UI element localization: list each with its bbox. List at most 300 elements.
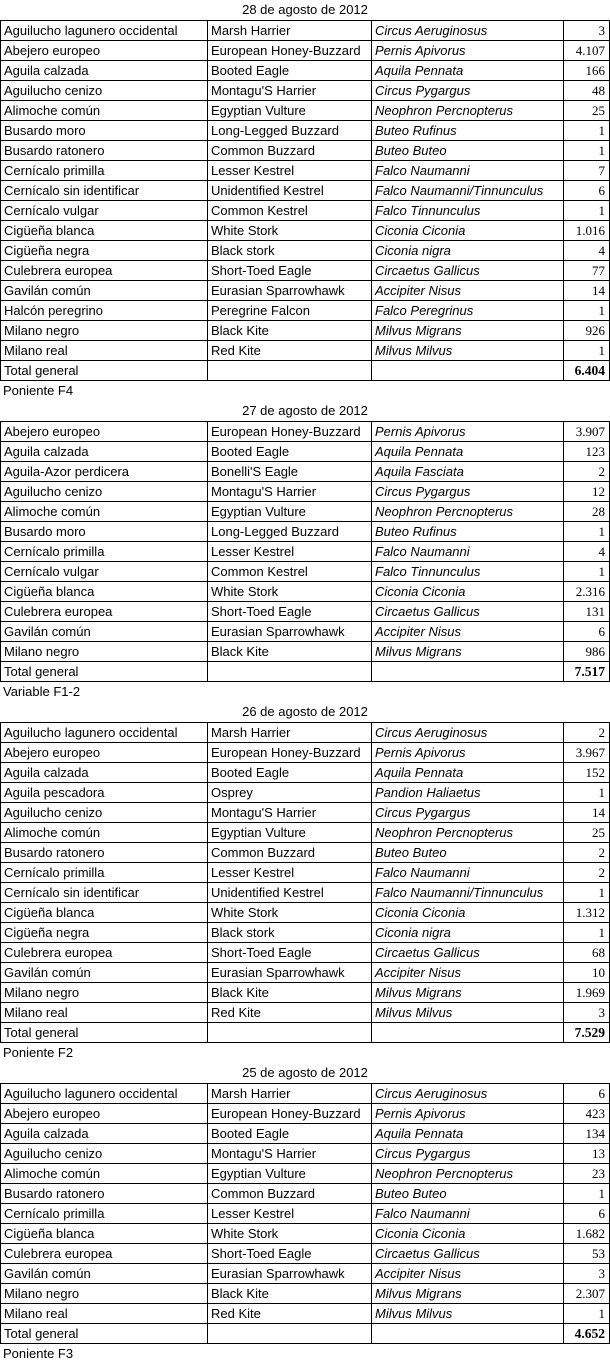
- spanish-name-cell: Aguila calzada: [1, 61, 208, 81]
- count-cell: 152: [564, 763, 610, 783]
- count-cell: 14: [564, 281, 610, 301]
- scientific-name-cell: Ciconia Ciconia: [372, 1224, 564, 1244]
- table-row: [1, 21, 610, 41]
- scientific-name-cell: Accipiter Nisus: [372, 1264, 564, 1284]
- english-name-cell: White Stork: [208, 582, 372, 602]
- count-cell: 48: [564, 81, 610, 101]
- english-name-cell: White Stork: [208, 903, 372, 923]
- count-cell: 4.107: [564, 41, 610, 61]
- spanish-name-cell: Culebrera europea: [1, 602, 208, 622]
- scientific-name-cell: Pernis Apivorus: [372, 422, 564, 442]
- total-label: Total general: [1, 361, 208, 381]
- count-cell: 68: [564, 943, 610, 963]
- english-name-cell: Lesser Kestrel: [208, 1204, 372, 1224]
- spanish-name-cell: Milano real: [1, 341, 208, 361]
- scientific-name-cell: Accipiter Nisus: [372, 963, 564, 983]
- table-row: [1, 442, 610, 462]
- table-row: [1, 803, 610, 823]
- count-cell: 2: [564, 462, 610, 482]
- spanish-name-cell: Aguila-Azor perdicera: [1, 462, 208, 482]
- wind-label: Variable F1-2: [3, 684, 81, 699]
- count-cell: 166: [564, 61, 610, 81]
- scientific-name-cell: Falco Naumanni/Tinnunculus: [372, 883, 564, 903]
- wind-label: Poniente F2: [3, 1045, 74, 1060]
- count-cell: 6: [564, 181, 610, 201]
- english-name-cell: Marsh Harrier: [208, 723, 372, 743]
- english-name-cell: Black Kite: [208, 983, 372, 1003]
- english-name-cell: Black Kite: [208, 321, 372, 341]
- english-name-cell: Black stork: [208, 241, 372, 261]
- english-name-cell: Montagu'S Harrier: [208, 1144, 372, 1164]
- table-row: [1, 522, 610, 542]
- count-cell: 25: [564, 101, 610, 121]
- day-block: [0, 401, 610, 702]
- scientific-name-cell: Milvus Milvus: [372, 1304, 564, 1324]
- spanish-name-cell: Aguilucho lagunero occidental: [1, 723, 208, 743]
- spanish-name-cell: Aguilucho cenizo: [1, 1144, 208, 1164]
- table-row: [1, 281, 610, 301]
- total-count: 4.652: [564, 1324, 610, 1344]
- total-label: Total general: [1, 1023, 208, 1043]
- count-cell: 3.907: [564, 422, 610, 442]
- scientific-name-cell: Buteo Buteo: [372, 1184, 564, 1204]
- count-cell: 1: [564, 301, 610, 321]
- count-cell: 25: [564, 823, 610, 843]
- spanish-name-cell: Gavilán común: [1, 622, 208, 642]
- count-cell: 2: [564, 843, 610, 863]
- scientific-name-cell: Buteo Buteo: [372, 843, 564, 863]
- english-name-cell: Red Kite: [208, 341, 372, 361]
- table-row: [1, 723, 610, 743]
- table-row: [1, 1284, 610, 1304]
- spanish-name-cell: Busardo ratonero: [1, 141, 208, 161]
- table-row: [1, 141, 610, 161]
- spanish-name-cell: Gavilán común: [1, 963, 208, 983]
- scientific-name-cell: Circaetus Gallicus: [372, 1244, 564, 1264]
- wind-label: Poniente F3: [3, 1346, 74, 1361]
- scientific-name-cell: Ciconia nigra: [372, 241, 564, 261]
- table-row: [1, 121, 610, 141]
- table-row: [1, 161, 610, 181]
- english-name-cell: Lesser Kestrel: [208, 863, 372, 883]
- english-name-cell: Eurasian Sparrowhawk: [208, 281, 372, 301]
- count-cell: 1: [564, 121, 610, 141]
- table-row: [1, 1264, 610, 1284]
- table-row: [1, 1124, 610, 1144]
- date-heading: 27 de agosto de 2012: [242, 403, 368, 418]
- count-cell: 2.316: [564, 582, 610, 602]
- empty-cell: [372, 1023, 564, 1043]
- table-row: [1, 783, 610, 803]
- count-cell: 123: [564, 442, 610, 462]
- scientific-name-cell: Aquila Pennata: [372, 61, 564, 81]
- spanish-name-cell: Cernícalo primilla: [1, 1204, 208, 1224]
- english-name-cell: Montagu'S Harrier: [208, 803, 372, 823]
- scientific-name-cell: Circus Aeruginosus: [372, 21, 564, 41]
- count-cell: 4: [564, 542, 610, 562]
- count-cell: 1: [564, 883, 610, 903]
- count-cell: 23: [564, 1164, 610, 1184]
- table-row: [1, 462, 610, 482]
- table-row: [1, 241, 610, 261]
- scientific-name-cell: Milvus Migrans: [372, 983, 564, 1003]
- table-row: [1, 321, 610, 341]
- table-row: [1, 341, 610, 361]
- count-cell: 1: [564, 562, 610, 582]
- english-name-cell: Common Kestrel: [208, 562, 372, 582]
- total-count: 7.517: [564, 662, 610, 682]
- wind-label: Poniente F4: [3, 383, 74, 398]
- scientific-name-cell: Milvus Migrans: [372, 321, 564, 341]
- scientific-name-cell: Ciconia Ciconia: [372, 582, 564, 602]
- table-row: [1, 622, 610, 642]
- table-row: [1, 1304, 610, 1324]
- english-name-cell: Booted Eagle: [208, 61, 372, 81]
- english-name-cell: Peregrine Falcon: [208, 301, 372, 321]
- count-cell: 423: [564, 1104, 610, 1124]
- english-name-cell: Egyptian Vulture: [208, 1164, 372, 1184]
- english-name-cell: Eurasian Sparrowhawk: [208, 963, 372, 983]
- date-heading: 26 de agosto de 2012: [242, 704, 368, 719]
- spanish-name-cell: Busardo ratonero: [1, 843, 208, 863]
- spanish-name-cell: Culebrera europea: [1, 1244, 208, 1264]
- table-row: [1, 221, 610, 241]
- spanish-name-cell: Aguila pescadora: [1, 783, 208, 803]
- table-row: [1, 983, 610, 1003]
- table-row: [1, 1104, 610, 1124]
- spanish-name-cell: Cernícalo vulgar: [1, 201, 208, 221]
- total-count: 7.529: [564, 1023, 610, 1043]
- count-cell: 2: [564, 723, 610, 743]
- spanish-name-cell: Aguila calzada: [1, 763, 208, 783]
- spanish-name-cell: Abejero europeo: [1, 422, 208, 442]
- spanish-name-cell: Cigüeña blanca: [1, 221, 208, 241]
- spanish-name-cell: Cernícalo sin identificar: [1, 181, 208, 201]
- count-cell: 1: [564, 783, 610, 803]
- table-row: [1, 743, 610, 763]
- table-row: [1, 1084, 610, 1104]
- count-cell: 7: [564, 161, 610, 181]
- table-row: [1, 863, 610, 883]
- english-name-cell: Montagu'S Harrier: [208, 482, 372, 502]
- scientific-name-cell: Milvus Milvus: [372, 1003, 564, 1023]
- count-cell: 1.016: [564, 221, 610, 241]
- scientific-name-cell: Neophron Percnopterus: [372, 823, 564, 843]
- table-row: [1, 1003, 610, 1023]
- table-row: [1, 963, 610, 983]
- scientific-name-cell: Circus Aeruginosus: [372, 1084, 564, 1104]
- english-name-cell: Red Kite: [208, 1304, 372, 1324]
- table-row: [1, 1164, 610, 1184]
- count-cell: 10: [564, 963, 610, 983]
- total-row: [1, 662, 610, 682]
- scientific-name-cell: Falco Naumanni: [372, 161, 564, 181]
- english-name-cell: Lesser Kestrel: [208, 161, 372, 181]
- english-name-cell: Osprey: [208, 783, 372, 803]
- spanish-name-cell: Aguilucho cenizo: [1, 482, 208, 502]
- table-row: [1, 903, 610, 923]
- date-heading: 25 de agosto de 2012: [242, 1065, 368, 1080]
- count-cell: 926: [564, 321, 610, 341]
- table-row: [1, 261, 610, 281]
- empty-cell: [208, 1324, 372, 1344]
- spanish-name-cell: Culebrera europea: [1, 943, 208, 963]
- spanish-name-cell: Cernícalo primilla: [1, 161, 208, 181]
- spanish-name-cell: Abejero europeo: [1, 743, 208, 763]
- scientific-name-cell: Falco Naumanni: [372, 863, 564, 883]
- english-name-cell: Eurasian Sparrowhawk: [208, 622, 372, 642]
- spanish-name-cell: Alimoche común: [1, 502, 208, 522]
- spanish-name-cell: Gavilán común: [1, 281, 208, 301]
- empty-cell: [208, 662, 372, 682]
- table-row: [1, 923, 610, 943]
- count-cell: 131: [564, 602, 610, 622]
- total-row: [1, 1023, 610, 1043]
- empty-cell: [208, 361, 372, 381]
- scientific-name-cell: Neophron Percnopterus: [372, 101, 564, 121]
- table-row: [1, 542, 610, 562]
- english-name-cell: European Honey-Buzzard: [208, 743, 372, 763]
- count-cell: 3: [564, 21, 610, 41]
- table-row: [1, 41, 610, 61]
- english-name-cell: Unidentified Kestrel: [208, 181, 372, 201]
- spanish-name-cell: Aguila calzada: [1, 442, 208, 462]
- scientific-name-cell: Milvus Migrans: [372, 642, 564, 662]
- spanish-name-cell: Cigüeña blanca: [1, 903, 208, 923]
- empty-cell: [372, 361, 564, 381]
- table-row: [1, 81, 610, 101]
- table-row: [1, 201, 610, 221]
- english-name-cell: Common Kestrel: [208, 201, 372, 221]
- english-name-cell: Bonelli'S Eagle: [208, 462, 372, 482]
- scientific-name-cell: Accipiter Nisus: [372, 622, 564, 642]
- english-name-cell: Short-Toed Eagle: [208, 602, 372, 622]
- english-name-cell: Common Buzzard: [208, 843, 372, 863]
- total-row: [1, 1324, 610, 1344]
- total-count: 6.404: [564, 361, 610, 381]
- table-row: [1, 1184, 610, 1204]
- english-name-cell: Black Kite: [208, 642, 372, 662]
- table-row: [1, 61, 610, 81]
- spanish-name-cell: Aguilucho lagunero occidental: [1, 1084, 208, 1104]
- scientific-name-cell: Circus Aeruginosus: [372, 723, 564, 743]
- spanish-name-cell: Culebrera europea: [1, 261, 208, 281]
- english-name-cell: Short-Toed Eagle: [208, 1244, 372, 1264]
- species-count-table: [0, 722, 610, 1043]
- scientific-name-cell: Circus Pygargus: [372, 803, 564, 823]
- english-name-cell: Egyptian Vulture: [208, 823, 372, 843]
- count-cell: 1: [564, 1304, 610, 1324]
- count-cell: 6: [564, 1204, 610, 1224]
- spanish-name-cell: Abejero europeo: [1, 41, 208, 61]
- spanish-name-cell: Busardo moro: [1, 121, 208, 141]
- scientific-name-cell: Pernis Apivorus: [372, 743, 564, 763]
- english-name-cell: Lesser Kestrel: [208, 542, 372, 562]
- scientific-name-cell: Circaetus Gallicus: [372, 602, 564, 622]
- scientific-name-cell: Pandion Haliaetus: [372, 783, 564, 803]
- table-row: [1, 1244, 610, 1264]
- species-count-table: [0, 20, 610, 381]
- table-row: [1, 482, 610, 502]
- scientific-name-cell: Neophron Percnopterus: [372, 1164, 564, 1184]
- table-row: [1, 943, 610, 963]
- count-cell: 3: [564, 1264, 610, 1284]
- spanish-name-cell: Cigüeña blanca: [1, 1224, 208, 1244]
- english-name-cell: Black Kite: [208, 1284, 372, 1304]
- count-cell: 1: [564, 341, 610, 361]
- day-block: [0, 0, 610, 401]
- scientific-name-cell: Milvus Milvus: [372, 341, 564, 361]
- english-name-cell: White Stork: [208, 1224, 372, 1244]
- english-name-cell: Black stork: [208, 923, 372, 943]
- scientific-name-cell: Accipiter Nisus: [372, 281, 564, 301]
- scientific-name-cell: Neophron Percnopterus: [372, 502, 564, 522]
- scientific-name-cell: Falco Peregrinus: [372, 301, 564, 321]
- spanish-name-cell: Cigüeña blanca: [1, 582, 208, 602]
- english-name-cell: Montagu'S Harrier: [208, 81, 372, 101]
- spanish-name-cell: Cigüeña negra: [1, 923, 208, 943]
- english-name-cell: Common Buzzard: [208, 1184, 372, 1204]
- count-cell: 28: [564, 502, 610, 522]
- spanish-name-cell: Aguilucho cenizo: [1, 803, 208, 823]
- spanish-name-cell: Aguila calzada: [1, 1124, 208, 1144]
- spanish-name-cell: Alimoche común: [1, 101, 208, 121]
- english-name-cell: Booted Eagle: [208, 763, 372, 783]
- spanish-name-cell: Halcón peregrino: [1, 301, 208, 321]
- empty-cell: [372, 662, 564, 682]
- scientific-name-cell: Buteo Buteo: [372, 141, 564, 161]
- day-block: [0, 1063, 610, 1364]
- scientific-name-cell: Circus Pygargus: [372, 1144, 564, 1164]
- english-name-cell: Red Kite: [208, 1003, 372, 1023]
- spanish-name-cell: Alimoche común: [1, 823, 208, 843]
- english-name-cell: European Honey-Buzzard: [208, 422, 372, 442]
- table-row: [1, 502, 610, 522]
- table-row: [1, 823, 610, 843]
- total-label: Total general: [1, 662, 208, 682]
- scientific-name-cell: Aquila Fasciata: [372, 462, 564, 482]
- english-name-cell: Booted Eagle: [208, 1124, 372, 1144]
- english-name-cell: Marsh Harrier: [208, 21, 372, 41]
- english-name-cell: Short-Toed Eagle: [208, 261, 372, 281]
- count-cell: 77: [564, 261, 610, 281]
- empty-cell: [372, 1324, 564, 1344]
- count-cell: 1.312: [564, 903, 610, 923]
- table-row: [1, 422, 610, 442]
- spanish-name-cell: Milano negro: [1, 1284, 208, 1304]
- count-cell: 1.969: [564, 983, 610, 1003]
- spanish-name-cell: Busardo moro: [1, 522, 208, 542]
- english-name-cell: Unidentified Kestrel: [208, 883, 372, 903]
- table-row: [1, 582, 610, 602]
- spanish-name-cell: Cernícalo primilla: [1, 542, 208, 562]
- english-name-cell: Booted Eagle: [208, 442, 372, 462]
- count-cell: 986: [564, 642, 610, 662]
- scientific-name-cell: Falco Naumanni: [372, 1204, 564, 1224]
- count-cell: 4: [564, 241, 610, 261]
- scientific-name-cell: Aquila Pennata: [372, 1124, 564, 1144]
- count-cell: 3: [564, 1003, 610, 1023]
- count-cell: 13: [564, 1144, 610, 1164]
- table-row: [1, 562, 610, 582]
- scientific-name-cell: Falco Naumanni/Tinnunculus: [372, 181, 564, 201]
- spanish-name-cell: Aguilucho lagunero occidental: [1, 21, 208, 41]
- english-name-cell: Marsh Harrier: [208, 1084, 372, 1104]
- table-row: [1, 101, 610, 121]
- english-name-cell: White Stork: [208, 221, 372, 241]
- count-cell: 6: [564, 1084, 610, 1104]
- table-row: [1, 1144, 610, 1164]
- count-cell: 1.682: [564, 1224, 610, 1244]
- total-row: [1, 361, 610, 381]
- table-row: [1, 843, 610, 863]
- table-row: [1, 883, 610, 903]
- spanish-name-cell: Milano negro: [1, 321, 208, 341]
- count-cell: 1: [564, 522, 610, 542]
- total-label: Total general: [1, 1324, 208, 1344]
- count-cell: 6: [564, 622, 610, 642]
- scientific-name-cell: Falco Naumanni: [372, 542, 564, 562]
- scientific-name-cell: Falco Tinnunculus: [372, 562, 564, 582]
- english-name-cell: Eurasian Sparrowhawk: [208, 1264, 372, 1284]
- english-name-cell: Egyptian Vulture: [208, 502, 372, 522]
- count-cell: 1: [564, 923, 610, 943]
- count-cell: 134: [564, 1124, 610, 1144]
- scientific-name-cell: Circaetus Gallicus: [372, 943, 564, 963]
- scientific-name-cell: Pernis Apivorus: [372, 41, 564, 61]
- spanish-name-cell: Milano real: [1, 1304, 208, 1324]
- scientific-name-cell: Ciconia Ciconia: [372, 903, 564, 923]
- spanish-name-cell: Abejero europeo: [1, 1104, 208, 1124]
- english-name-cell: Long-Legged Buzzard: [208, 522, 372, 542]
- scientific-name-cell: Milvus Migrans: [372, 1284, 564, 1304]
- spanish-name-cell: Busardo ratonero: [1, 1184, 208, 1204]
- count-cell: 1: [564, 201, 610, 221]
- count-cell: 53: [564, 1244, 610, 1264]
- count-cell: 2: [564, 863, 610, 883]
- species-count-table: [0, 1083, 610, 1344]
- spanish-name-cell: Gavilán común: [1, 1264, 208, 1284]
- scientific-name-cell: Ciconia nigra: [372, 923, 564, 943]
- spanish-name-cell: Milano negro: [1, 983, 208, 1003]
- english-name-cell: Long-Legged Buzzard: [208, 121, 372, 141]
- table-row: [1, 1224, 610, 1244]
- scientific-name-cell: Circus Pygargus: [372, 482, 564, 502]
- scientific-name-cell: Aquila Pennata: [372, 442, 564, 462]
- english-name-cell: European Honey-Buzzard: [208, 41, 372, 61]
- empty-cell: [208, 1023, 372, 1043]
- scientific-name-cell: Buteo Rufinus: [372, 522, 564, 542]
- table-row: [1, 301, 610, 321]
- spanish-name-cell: Cernícalo primilla: [1, 863, 208, 883]
- scientific-name-cell: Pernis Apivorus: [372, 1104, 564, 1124]
- spanish-name-cell: Cernícalo sin identificar: [1, 883, 208, 903]
- date-heading: 28 de agosto de 2012: [242, 2, 368, 17]
- scientific-name-cell: Circus Pygargus: [372, 81, 564, 101]
- count-cell: 1: [564, 141, 610, 161]
- english-name-cell: Common Buzzard: [208, 141, 372, 161]
- spanish-name-cell: Alimoche común: [1, 1164, 208, 1184]
- count-cell: 12: [564, 482, 610, 502]
- table-row: [1, 763, 610, 783]
- spanish-name-cell: Cernícalo vulgar: [1, 562, 208, 582]
- day-block: [0, 702, 610, 1063]
- spanish-name-cell: Milano real: [1, 1003, 208, 1023]
- scientific-name-cell: Falco Tinnunculus: [372, 201, 564, 221]
- species-count-table: [0, 421, 610, 682]
- scientific-name-cell: Buteo Rufinus: [372, 121, 564, 141]
- spanish-name-cell: Milano negro: [1, 642, 208, 662]
